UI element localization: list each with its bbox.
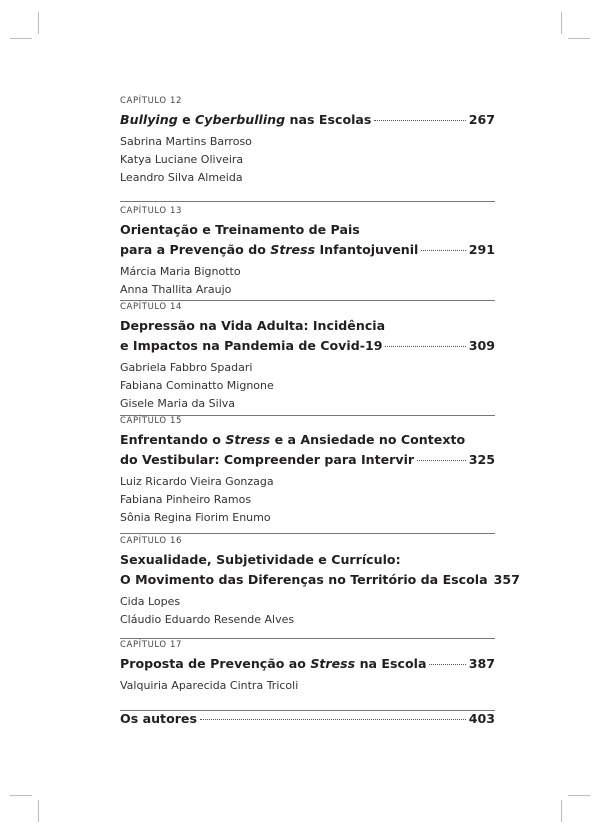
crop-mark-bottom-right (561, 800, 562, 822)
separator-line (120, 533, 495, 534)
author-name: Sabrina Martins Barroso (120, 135, 252, 148)
author-list (120, 473, 495, 527)
dot-leader (421, 250, 465, 251)
page-number: 291 (468, 242, 495, 257)
title-fragment: Depressão na Vida Adulta: Incidência (120, 318, 386, 333)
chapter-label: CAPÍTULO 13 (120, 206, 183, 216)
title-fragment: e Impactos na Pandemia de Covid-19 (120, 338, 383, 353)
page-number: 357 (493, 572, 520, 587)
page-number: 387 (468, 656, 495, 671)
author-name: Fabiana Pinheiro Ramos (120, 493, 252, 506)
dot-leader (429, 664, 465, 665)
chapter-title (120, 654, 426, 674)
author-name: Gabriela Fabbro Spadari (120, 361, 253, 374)
author-name: Valquiria Aparecida Cintra Tricoli (120, 679, 299, 692)
page-number: 267 (468, 112, 495, 127)
title-fragment: Infantojuvenil (315, 242, 419, 257)
chapter-title (120, 240, 418, 260)
title-fragment: Stress (310, 656, 356, 671)
chapter-title-line[interactable] (120, 570, 520, 590)
chapter-title-line[interactable] (120, 450, 495, 470)
title-fragment: O Movimento das Diferenças no Território da Escola (120, 572, 488, 587)
toc-entry[interactable] (120, 95, 495, 187)
chapter-title-line[interactable] (120, 316, 495, 336)
toc-entry[interactable] (120, 301, 495, 413)
chapter-label: CAPÍTULO 12 (120, 96, 183, 106)
toc-entry[interactable] (120, 205, 495, 299)
chapter-title (120, 450, 414, 470)
author-list (120, 593, 495, 629)
title-fragment: Orientação e Treinamento de Pais (120, 222, 360, 237)
page-number: 309 (468, 338, 495, 353)
crop-mark-bottom-left (38, 800, 39, 822)
author-name: Cláudio Eduardo Resende Alves (120, 613, 295, 626)
author-name: Sônia Regina Fiorim Enumo (120, 511, 271, 524)
chapter-title (120, 316, 385, 336)
toc-entry[interactable] (120, 415, 495, 527)
toc-entry[interactable] (120, 639, 495, 695)
chapter-title-line[interactable] (120, 110, 495, 130)
author-name: Fabiana Cominatto Mignone (120, 379, 274, 392)
chapter-label: CAPÍTULO 17 (120, 640, 183, 650)
title-fragment: Cyberbulling (195, 112, 286, 127)
chapter-title (120, 336, 382, 356)
chapter-title (120, 110, 371, 130)
author-name: Márcia Maria Bignotto (120, 265, 241, 278)
chapter-title (120, 430, 465, 450)
author-list (120, 677, 495, 695)
title-fragment: Sexualidade, Subjetividade e Currículo: (120, 552, 401, 567)
closing-title-line[interactable] (120, 709, 495, 729)
chapter-title-line[interactable] (120, 430, 495, 450)
toc-entry[interactable] (120, 535, 520, 629)
chapter-label: CAPÍTULO 14 (120, 302, 183, 312)
author-list (120, 263, 495, 299)
dot-leader (200, 719, 466, 720)
author-list (120, 133, 495, 187)
dot-leader (417, 460, 466, 461)
author-list (120, 359, 495, 413)
title-fragment: Bullying (120, 112, 178, 127)
chapter-label: CAPÍTULO 16 (120, 536, 183, 546)
dot-leader (385, 346, 465, 347)
title-fragment: Enfrentando o (120, 432, 226, 447)
title-fragment: nas Escolas (285, 112, 372, 127)
chapter-title (120, 570, 488, 590)
chapter-title-line[interactable] (120, 240, 495, 260)
chapter-label: CAPÍTULO 15 (120, 416, 183, 426)
crop-mark-bottom-right-h (568, 795, 590, 796)
chapter-title-line[interactable] (120, 220, 495, 240)
title-fragment: para a Prevenção do (120, 242, 271, 257)
page-number: 403 (468, 711, 495, 726)
dot-leader (374, 120, 465, 121)
chapter-title (120, 550, 401, 570)
author-name: Leandro Silva Almeida (120, 171, 243, 184)
crop-mark-top-left-h (10, 38, 32, 39)
chapter-title-line[interactable] (120, 336, 495, 356)
separator-line (120, 201, 495, 202)
author-name: Gisele Maria da Silva (120, 397, 236, 410)
crop-mark-top-right (561, 12, 562, 34)
crop-mark-top-right-h (568, 38, 590, 39)
title-fragment: e (177, 112, 196, 127)
title-fragment: Proposta de Prevenção ao (120, 656, 311, 671)
title-fragment: e a Ansiedade no Contexto (270, 432, 466, 447)
title-fragment: Stress (270, 242, 316, 257)
chapter-title (120, 220, 360, 240)
page-number: 325 (468, 452, 495, 467)
author-name: Cida Lopes (120, 595, 181, 608)
title-fragment: do Vestibular: Compreender para Intervir (120, 452, 415, 467)
author-name: Luiz Ricardo Vieira Gonzaga (120, 475, 274, 488)
closing-title: Os autores (120, 711, 197, 726)
chapter-title-line[interactable] (120, 550, 495, 570)
toc-entry-authors[interactable] (120, 709, 495, 729)
author-name: Anna Thallita Araujo (120, 283, 232, 296)
crop-mark-top-left (38, 12, 39, 34)
author-name: Katya Luciane Oliveira (120, 153, 244, 166)
chapter-title-line[interactable] (120, 654, 495, 674)
title-fragment: na Escola (355, 656, 427, 671)
crop-mark-bottom-left-h (10, 795, 32, 796)
title-fragment: Stress (225, 432, 271, 447)
